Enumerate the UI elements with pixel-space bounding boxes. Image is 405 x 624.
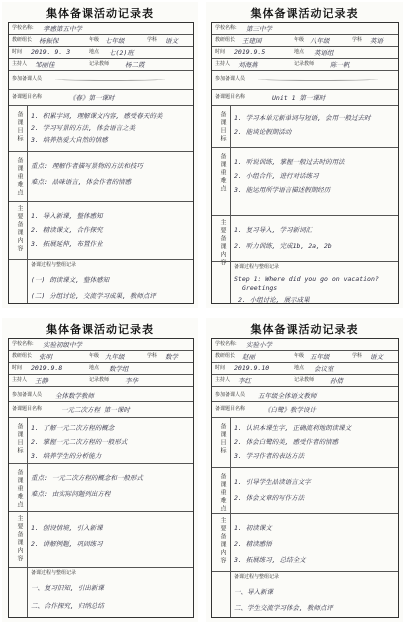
- school-value: 第三中学: [246, 25, 272, 33]
- subject-value: 数学: [165, 353, 178, 361]
- goals-line-2: 2. 学习写景的方法, 体会语言之美: [31, 124, 136, 132]
- time-label: 时间: [12, 49, 23, 55]
- key-points-label: 备课重难点: [219, 153, 226, 193]
- recorder-label: 记录教师: [294, 377, 315, 383]
- place-value: 七(2)班: [109, 49, 134, 57]
- key-line-2: 2. 体会文章的写作方法: [234, 494, 305, 502]
- host-value: 王静: [35, 377, 48, 385]
- main-content-label: 主要备课内容: [16, 205, 23, 253]
- process-label: 备课过程与整组记录: [234, 574, 280, 580]
- subject-label: 学科: [147, 37, 158, 43]
- recorder-value: 陈一帆: [330, 61, 350, 69]
- goals-line-3: 3. 培养学生的分析能力: [31, 452, 102, 460]
- process-line-1: (一) 朗读课文, 整体感知: [31, 276, 110, 284]
- place-label: 地点: [89, 49, 100, 55]
- teacher-value: 张明: [39, 353, 52, 361]
- form-title: 集体备课活动记录表: [46, 323, 154, 336]
- school-label: 学校名称:: [12, 341, 34, 347]
- host-value: 刘海燕: [238, 61, 258, 69]
- participants-label: 参加备课人员: [215, 76, 246, 82]
- topic-value: 一元二次方程 第一课时: [61, 406, 130, 414]
- grade-label: 年级: [294, 37, 305, 43]
- time-value: 2019.9.8: [31, 364, 63, 372]
- host-label: 主持人: [215, 61, 231, 67]
- goals-line-3: 3. 培养热爱大自然的情感: [31, 136, 108, 144]
- grade-label: 年级: [89, 37, 100, 43]
- goals-line-1: 1. 学习本单元新单词与短语, 会用一般过去时: [234, 114, 371, 122]
- time-label: 时间: [12, 365, 23, 371]
- time-value: 2019.9.5: [234, 48, 266, 56]
- form-title: 集体备课活动记录表: [46, 7, 154, 20]
- topic-value: Unit 1 第一课时: [272, 94, 326, 102]
- teacher-value: 杨振保: [39, 37, 59, 45]
- school-label: 学校名称:: [215, 341, 237, 347]
- form-4: [206, 318, 403, 622]
- goals-line-2: 2. 掌握一元二次方程的一般形式: [31, 438, 128, 446]
- key-line-1: 1. 听说训练, 掌握一般过去时的用法: [234, 158, 345, 166]
- content-line-1: 1. 导入新课, 整体感知: [31, 212, 103, 220]
- host-value: 李红: [238, 377, 251, 385]
- grade-value: 七年级: [105, 37, 125, 45]
- time-label: 时间: [215, 365, 226, 371]
- recorder-label: 记录教师: [89, 61, 110, 67]
- form-grid: [211, 22, 399, 304]
- process-label: 备课过程与整组记录: [31, 262, 77, 268]
- content-line-2: 2. 精读课文, 合作探究: [31, 226, 103, 234]
- grade-value: 八年级: [310, 37, 330, 45]
- content-line-1: 1. 复习导入, 学习新词汇: [234, 226, 313, 234]
- grade-label: 年级: [294, 353, 305, 359]
- recorder-label: 记录教师: [294, 61, 315, 67]
- subject-label: 学科: [352, 353, 363, 359]
- goals-line-1: 1. 积累字词, 理解课文内容, 感受春天的美: [31, 112, 163, 120]
- main-content-label: 主要备课内容: [16, 515, 23, 563]
- key-points-label: 备课重难点: [219, 473, 226, 513]
- key-line-1: 1. 引导学生品读语言文字: [234, 478, 311, 486]
- goals-line-1: 1. 认识本课生字, 正确流利地朗读课文: [234, 424, 352, 432]
- goals-label: 备课目标: [219, 111, 226, 143]
- process-line-1b: Greetings: [242, 284, 278, 292]
- participants-label: 参加备课人员: [12, 392, 43, 398]
- topic-label: 备课题目名称: [12, 406, 43, 412]
- form-title: 集体备课活动记录表: [250, 323, 359, 336]
- grade-label: 年级: [89, 353, 100, 359]
- participants-value: 全体数学教师: [55, 392, 94, 400]
- form-2: [206, 2, 403, 308]
- school-value: 实验小学: [246, 341, 272, 349]
- content-line-1: 1. 创设情境, 引入新课: [31, 524, 103, 532]
- content-line-3: 3. 拓展延伸, 布置作业: [31, 240, 103, 248]
- form-1: [2, 2, 198, 308]
- process-line-1: 一、复习旧知, 引出新课: [31, 584, 104, 592]
- participants-value: 五年级全体语文教师: [258, 392, 317, 400]
- teacher-label: 教研组长: [12, 353, 33, 359]
- process-label: 备课过程与整组记录: [234, 264, 280, 270]
- goals-label: 备课目标: [16, 423, 23, 455]
- teacher-value: 赵丽: [242, 353, 255, 361]
- school-label: 学校名称:: [215, 25, 237, 31]
- topic-label: 备课题目名称: [12, 94, 43, 100]
- place-value: 会议室: [314, 365, 334, 373]
- topic-label: 备课题目名称: [215, 94, 246, 100]
- form-grid: [8, 338, 194, 618]
- subject-label: 学科: [352, 37, 363, 43]
- recorder-value: 孙倩: [330, 377, 343, 385]
- teacher-label: 教研组长: [12, 37, 33, 43]
- content-line-2: 2. 精读感悟: [234, 540, 272, 548]
- host-label: 主持人: [12, 377, 28, 383]
- grade-value: 五年级: [310, 353, 330, 361]
- content-line-3: 3. 拓展练习, 总结全文: [234, 556, 306, 564]
- topic-value: 《白鹭》教学设计: [264, 406, 316, 414]
- place-value: 数学组: [109, 365, 129, 373]
- goals-line-2: 2. 体会白鹭的美, 感受作者的情感: [234, 438, 339, 446]
- place-value: 英语组: [314, 49, 334, 57]
- place-label: 地点: [294, 49, 305, 55]
- key-line-2: 2. 小组合作, 进行对话练习: [234, 172, 319, 180]
- recorder-value: 杨二霞: [125, 61, 145, 69]
- content-line-2: 2. 听力训练, 完成1b, 2a, 2b: [234, 242, 332, 250]
- process-label: 备课过程与整组记录: [31, 570, 77, 576]
- key-points-label: 备课重难点: [16, 157, 23, 197]
- place-label: 地点: [294, 365, 305, 371]
- recorder-label: 记录教师: [89, 377, 110, 383]
- participants-label: 参加备课人员: [12, 76, 43, 82]
- subject-label: 学科: [147, 353, 158, 359]
- topic-label: 备课题目名称: [215, 406, 246, 412]
- key-line-1: 重点: 理解作者描写景物的方法和技巧: [31, 162, 143, 170]
- topic-value: 《春》第一课时: [69, 94, 115, 102]
- teacher-label: 教研组长: [215, 37, 236, 43]
- process-line-2: 2. 小组讨论, 展示成果: [238, 296, 310, 304]
- process-line-2: 二、学生交流学习体会, 教师点评: [234, 604, 333, 612]
- process-line-1: Step 1: Where did you go on vacation?: [234, 275, 379, 283]
- main-content-label: 主要备课内容: [219, 517, 226, 565]
- host-value: 邹丽佳: [35, 61, 55, 69]
- key-line-2: 难点: 由实际问题列出方程: [31, 490, 111, 498]
- school-label: 学校名称:: [12, 25, 34, 31]
- host-label: 主持人: [215, 377, 231, 383]
- process-line-2: 二、合作探究, 归纳总结: [31, 602, 104, 610]
- content-line-2: 2. 讲解例题, 巩固练习: [31, 540, 103, 548]
- host-label: 主持人: [12, 61, 28, 67]
- form-grid: [8, 22, 194, 304]
- process-line-2: (二) 分组讨论, 交流学习成果, 教师点评: [31, 292, 156, 300]
- form-grid: [211, 338, 399, 618]
- goals-line-3: 3. 学习作者的表达方法: [234, 452, 305, 460]
- school-value: 实验初级中学: [43, 341, 82, 349]
- subject-value: 语文: [165, 37, 178, 45]
- teacher-value: 王建国: [242, 37, 262, 45]
- time-value: 2019.9.10: [234, 364, 270, 372]
- subject-value: 英语: [370, 37, 383, 45]
- grade-value: 九年级: [105, 353, 125, 361]
- content-line-1: 1. 初读课文: [234, 524, 272, 532]
- key-line-1: 重点: 一元二次方程的概念和一般形式: [31, 474, 143, 482]
- time-value: 2019. 9. 3: [31, 48, 71, 56]
- subject-value: 语文: [370, 353, 383, 361]
- key-line-2: 难点: 品味语言, 体会作者的情感: [31, 178, 132, 186]
- school-value: 孝感第五中学: [43, 25, 82, 33]
- form-3: [2, 318, 198, 622]
- goals-line-1: 1. 了解一元二次方程的概念: [31, 424, 115, 432]
- key-line-3: 3. 能运用所学语言描述假期经历: [234, 186, 331, 194]
- goals-label: 备课目标: [16, 111, 23, 143]
- place-label: 地点: [89, 365, 100, 371]
- process-line-1: 一、导入新课: [234, 588, 273, 596]
- recorder-value: 李华: [125, 377, 138, 385]
- time-label: 时间: [215, 49, 226, 55]
- goals-line-2: 2. 能谈论假期活动: [234, 128, 292, 136]
- goals-label: 备课目标: [219, 423, 226, 455]
- participants-label: 参加备课人员: [215, 392, 246, 398]
- form-title: 集体备课活动记录表: [250, 7, 359, 20]
- main-content-label: 主要备课内容: [219, 219, 226, 267]
- teacher-label: 教研组长: [215, 353, 236, 359]
- key-points-label: 备课重难点: [16, 469, 23, 509]
